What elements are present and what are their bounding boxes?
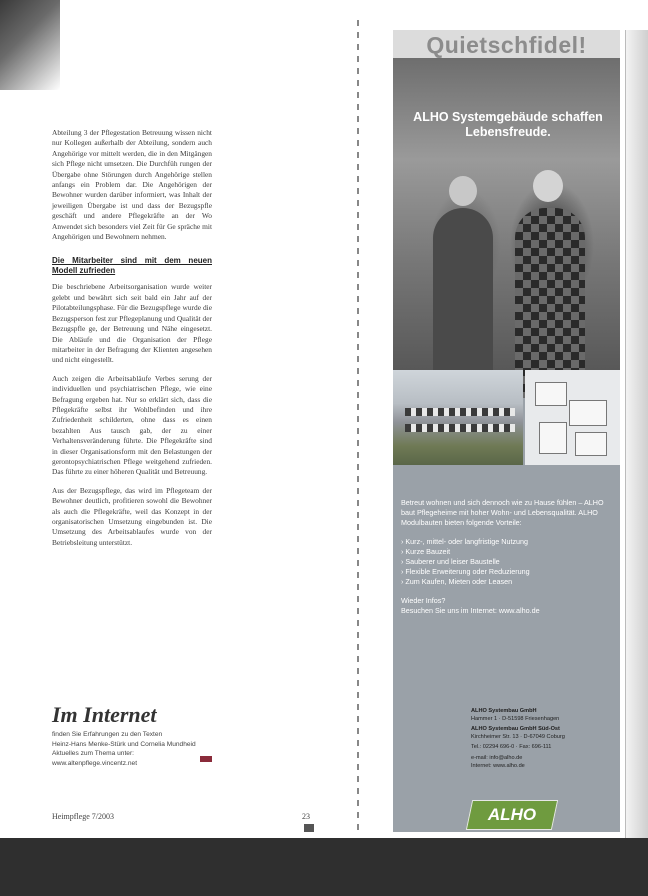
internet-line: finden Sie Erfahrungen zu den Texten — [52, 731, 163, 738]
logo-text: ALHO — [487, 805, 537, 824]
advertisement — [393, 30, 620, 832]
person-left — [433, 208, 493, 388]
end-marker-icon — [200, 756, 212, 762]
person-left-head — [449, 176, 477, 206]
building-photo — [393, 370, 523, 465]
company-street: Kirchheimer Str. 13 · D-67049 Coburg — [471, 733, 565, 740]
company-name: ALHO Systembau GmbH Süd-Ost — [471, 726, 560, 733]
company-web[interactable]: Internet: www.alho.de — [471, 762, 525, 769]
article-paragraph: Abteilung 3 der Pflegestation Betreuung wissen nicht nur Kollegen außerhalb der Abteilung, sondern auch Angehörige vor mittelt werden, die in den Mitgängen sich Pflege nicht umsetzen. Die Durchfüh rungen der Übergabe ohne Störungen durch Angehörige stellen anfangs ein Problem dar. Die Angehörigen der Bewohner wurden darüber informiert, was Inhalt der jeweiligen Übergabe ist und dass der Bezugspfle geschäft und andere Pflegekräfte an der Wo Anwendet sich besonders viel Zeit für Ge spräche mit Angehörigen und Bewohnern nehmen. — [52, 128, 212, 242]
internet-line: Aktuelles zum Thema unter: — [52, 750, 134, 758]
page-edge — [625, 30, 648, 840]
internet-box — [52, 702, 212, 768]
benefit-item: › Flexible Erweiterung oder Reduzierung — [401, 567, 613, 577]
page-spine — [357, 20, 359, 836]
page-tab-marker — [304, 824, 314, 832]
ad-call-to-action[interactable]: Besuchen Sie uns im Internet: www.alho.de — [401, 605, 540, 615]
ad-body — [401, 498, 613, 616]
internet-title: Im Internet — [52, 702, 157, 727]
benefits-list — [401, 537, 613, 588]
benefit-item: › Zum Kaufen, Mieten oder Leasen — [401, 577, 613, 587]
window-row — [405, 424, 515, 432]
internet-link[interactable]: www.altenpflege.vincentz.net — [52, 759, 138, 767]
benefit-item: › Kurz-, mittel- oder langfristige Nutzung — [401, 537, 613, 547]
article-paragraph: Auch zeigen die Arbeitsabläufe Verbes serung der individuellen und psychiatrischen Pflege, wie eine Befragung ergeben hat. Nur so erklärt sich, dass die Pflegekräfte selbst ihr Wohlbefinden und ihre Zufriedenheit schilderten, ohne dass es einen bezahlten Aus tausch gab, der zu einer Verhaltensveränderung führte. Die Pflegekräfte sind in dieser Organisationsform mit den Belastungen der gerontopsychiatrischen Pflege weitgehend zufrieden. Das führte zu einer höheren Qualität und Betreuung. — [52, 373, 212, 477]
company-email[interactable]: e-mail: info@alho.de — [471, 754, 523, 761]
scan-bottom-band — [0, 838, 648, 896]
benefit-item: › Sauberer und leiser Baustelle — [401, 557, 613, 567]
module-block — [535, 382, 567, 406]
article-column — [52, 128, 212, 556]
ad-tagline: ALHO Systemgebäude schaffen Lebensfreude. — [413, 110, 603, 139]
module-block — [539, 422, 567, 454]
ad-intro: Betreut wohnen und sich dennoch wie zu Hause fühlen – ALHO baut Pflegeheime mit hoher Wohn- und Lebensqualität. ALHO Modulbauten bieten folgende Vorteile: — [401, 498, 604, 528]
company-name: ALHO Systembau GmbH — [471, 708, 537, 714]
person-right-head — [533, 170, 563, 202]
ad-question: Wieder Infos? — [401, 595, 446, 605]
ad-headline: Quietschfidel! — [393, 30, 620, 58]
scan-shadow — [0, 0, 60, 90]
floorplan-drawing — [525, 370, 620, 465]
alho-logo — [466, 800, 558, 830]
article-paragraph: Aus der Bezugspflege, das wird im Pflegeteam der Bewohner deutlich, profitieren sowohl die Bewohner als auch die Pflegekräfte, weil das Konzept in der organisatorischen Umsetzung eingebunden ist. Die Umsetzung des Arbeitsablaufes wurde von der Betriebsleitung unterstützt. — [52, 485, 212, 547]
company-phone: Tel.: 02294 696-0 · Fax: 696-111 — [471, 744, 552, 751]
article-paragraph: Die beschriebene Arbeitsorganisation wurde weiter gelebt und bewährt sich seit bald ein Jahr auf der Pilotabteilungsphase. Für die Bezugspflege wurde die Bezugsperson fest zur Pflegeplanung und Qualität der Bezugspfle ge, der Betreuung und Nähe eingesetzt. Die Abläufe und die Organisation der Pflege mitarbeiter in der Befragung der Klienten angesehen und nicht eingestellt. — [52, 282, 212, 365]
journal-footer: Heimpflege 7/2003 — [52, 812, 114, 821]
company-address — [471, 708, 617, 773]
module-block — [569, 400, 607, 426]
internet-line: Heinz-Hans Menke-Stürk und Cornelia Mundheid — [52, 740, 196, 748]
couple-photo — [393, 58, 620, 398]
benefit-item: › Kurze Bauzeit — [401, 547, 613, 557]
article-heading: Die Mitarbeiter sind mit dem neuen Modell zufrieden — [52, 256, 212, 276]
module-block — [575, 432, 607, 456]
page-number: 23 — [302, 812, 310, 821]
window-row — [405, 408, 515, 416]
company-street: Hammer 1 · D-51598 Friesenhagen — [471, 715, 560, 722]
